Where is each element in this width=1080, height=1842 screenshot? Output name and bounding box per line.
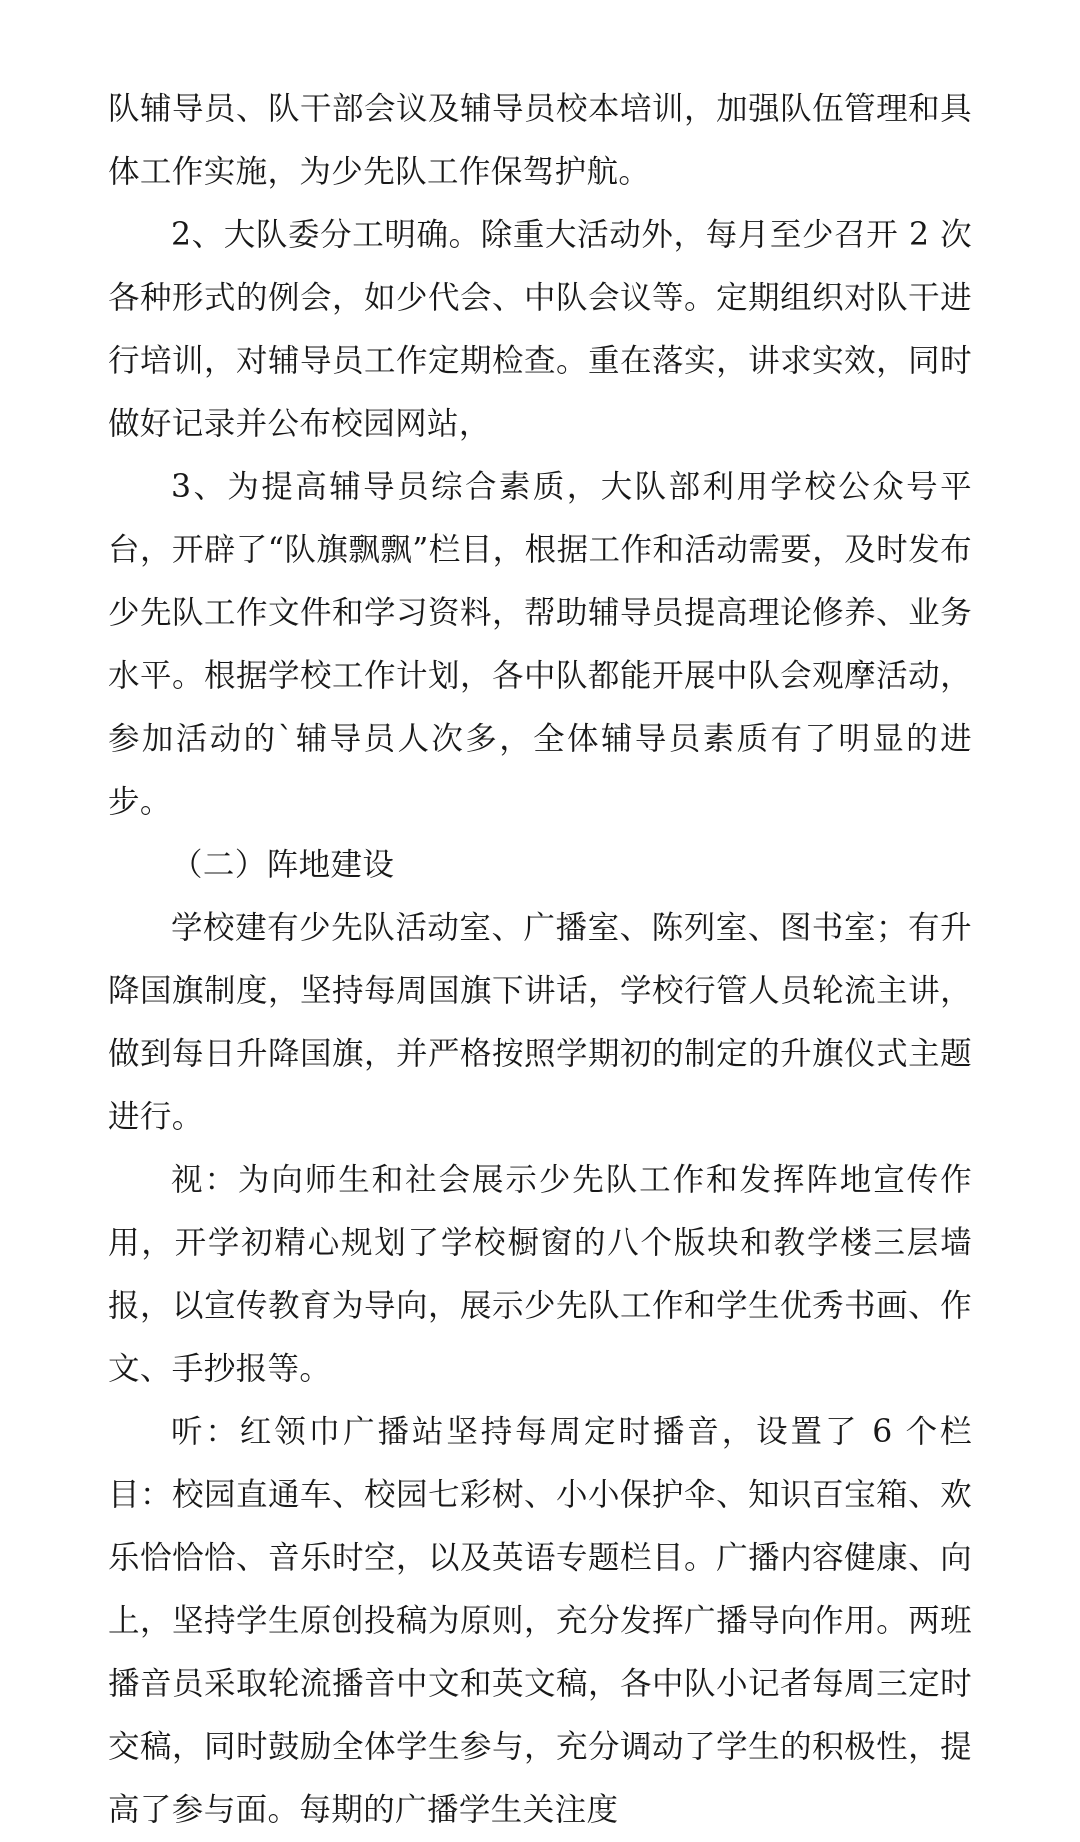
document-body (108, 78, 972, 1842)
paragraph-continuation: 队辅导员、队干部会议及辅导员校本培训，加强队伍管理和具体工作实施，为少先队工作保驾护航。 (108, 91, 972, 190)
paragraph-item-2: 2、大队委分工明确。除重大活动外，每月至少召开 2 次各种形式的例会，如少代会、中队会议等。定期组织对队干进行培训，对辅导员工作定期检查。重在落实，讲求实效，同时做好记录并公布校园网站， (108, 217, 972, 442)
paragraph-audio: 听：红领巾广播站坚持每周定时播音，设置了 6 个栏目：校园直通车、校园七彩树、小小保护伞、知识百宝箱、欢乐恰恰恰、音乐时空，以及英语专题栏目。广播内容健康、向上，坚持学生原创投稿为原则，充分发挥广播导向作用。两班播音员采取轮流播音中文和英文稿，各中队小记者每周三定时交稿，同时鼓励全体学生参与，充分调动了学生的积极性，提高了参与面。每期的广播学生关注度 (108, 1414, 972, 1828)
paragraph-facilities: 学校建有少先队活动室、广播室、陈列室、图书室；有升降国旗制度，坚持每周国旗下讲话，学校行管人员轮流主讲，做到每日升降国旗，并严格按照学期初的制定的升旗仪式主题进行。 (108, 910, 972, 1135)
section-heading-two: （二）阵地建设 (171, 847, 395, 883)
paragraph-item-3: 3、为提高辅导员综合素质，大队部利用学校公众号平台，开辟了“队旗飘飘”栏目，根据工作和活动需要，及时发布少先队工作文件和学习资料，帮助辅导员提高理论修养、业务水平。根据学校工作计划，各中队都能开展中队会观摩活动，参加活动的`辅导员人次多，全体辅导员素质有了明显的进步。 (108, 469, 972, 820)
paragraph-visual: 视：为向师生和社会展示少先队工作和发挥阵地宣传作用，开学初精心规划了学校橱窗的八个版块和教学楼三层墙报，以宣传教育为导向，展示少先队工作和学生优秀书画、作文、手抄报等。 (108, 1162, 972, 1387)
